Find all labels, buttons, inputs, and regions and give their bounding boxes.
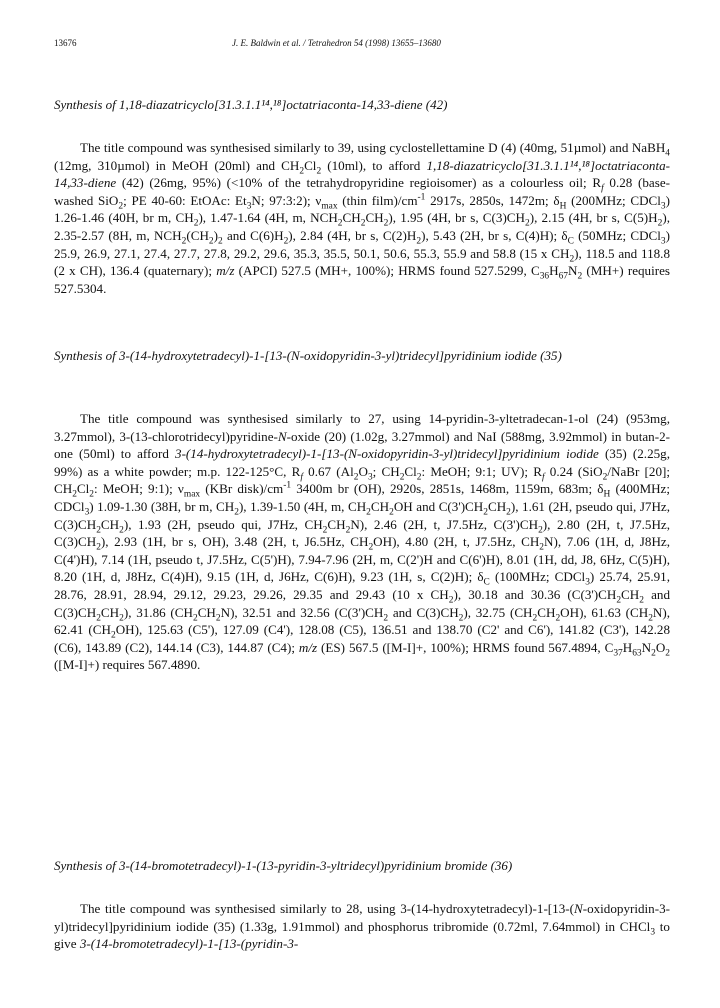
page-number: 13676: [54, 38, 77, 48]
paragraph-42: The title compound was synthesised similarly to 39, using cyclostellettamine D (4) (40mg, 51µmol) and NaBH$_4$ (12mg, 310µmol) in MeOH (20ml) and $CH_2Cl_2$ (10ml), to afford 1,18-diazatricyclo[31.3.1.1¹⁴,¹⁸]octatriaconta-14,33-diene (42) (26mg, 95%) (<10% of the tetrahydropyridine regioisomer) as a colourless oil; $R_f$ 0.28 (base-washed SiO$_2$; PE 40-60: EtOAc: $Et_3N$; 97:3:2); $\nu_{max}$ (thin $film)/cm^{-1}$ 2917s, 2850s, 1472m; $\delta_H$ (200MHz; CDCl$_3$) 1.26-1.46 (40H, br m, $CH_2$), 1.47-1.64 (4H, m, $NCH_2CH_2CH_2$), 1.95 (4H, br s, $C(3)CH_2$), 2.15 (4H, br s, $C(5)H_2$), 2.35-2.57 (8H, m, $NCH_2(CH_2)_2$ and $C(6)H_2$), 2.84 (4H, br s, $C(2)H_2$), 5.43 (2H, br s, C(4)H); $\delta_C$ (50MHz; CDCl$_3$) 25.9, 26.9, 27.1, 27.4, 27.7, 27.8, 29.2, 29.6, 35.3, 35.5, 50.1, 50.6, 55.3, 55.9 and 58.8 (15 x $CH_2$), 118.5 and 118.8 (2 x CH), 136.4 (quaternary); m/z (APCI) 527.5 (MH+, 100%); HRMS found 527.5299, $C_{36}H_{67}N_2$ (MH+) requires 527.5304.: [54, 140, 671, 296]
section-title-36: Synthesis of 3-(14-bromotetradecyl)-1-(13-pyridin-3-yltridecyl)pyridinium bromide (36): [54, 858, 513, 873]
journal-citation: J. E. Baldwin et al. / Tetrahedron 54 (1998) 13655–13680: [232, 38, 441, 48]
paragraph-35: The title compound was synthesised similarly to 27, using 14-pyridin-3-yltetradecan-1-ol (24) (953mg, 3.27mmol), 3-(13-chlorotridecyl)pyridine-N-oxide (20) (1.02g, 3.27mmol) and NaI (588mg, 3.92mmol) in butan-2-one (50ml) to afford 3-(14-hydroxytetradecyl)-1-[13-(N-oxidopyridin-3-yl)tridecyl]pyridinium iodide (35) (2.25g, 99%) as a white powder; m.p. 122-125°C, $R_f$ 0.67 ($Al_2O_3$; $CH_2Cl_2$: MeOH; 9:1; UV); $R_f$ 0.24 (SiO$_2$/NaBr [20]; $CH_2Cl_2$: MeOH; 9:1); $\nu_{max}$ (KBr $disk)/cm^{-1}$ 3400m br (OH), 2920s, 2851s, 1468m, 1159m, 683m; $\delta_H$ (400MHz; CDCl$_3$) 1.09-1.30 (38H, br m, $CH_2$), 1.39-1.50 (4H, m, $CH_2CH_2OH$ and $C(3')CH_2CH_2$), 1.61 (2H, pseudo qui, J7Hz, $C(3)CH_2CH_2$), 1.93 (2H, pseudo qui, J7Hz, $CH_2CH_2N$), 2.46 (2H, t, J7.5Hz, $C(3')CH_2$), 2.80 (2H, t, J7.5Hz, $C(3)CH_2$), 2.93 (1H, br s, OH), 3.48 (2H, t, J6.5Hz, $CH_2OH$), 4.80 (2H, t, J7.5Hz, $CH_2N$), 7.06 (1H, d, J8Hz, C(4')H), 7.14 (1H, pseudo t, J7.5Hz, C(5')H), 7.94-7.96 (2H, m, C(2')H and C(6')H), 8.01 (1H, dd, J8, 6Hz, C(5)H), 8.20 (1H, d, J8Hz, C(4)H), 9.15 (1H, d, J6Hz, C(6)H), 9.23 (1H, s, C(2)H); $\delta_C$ (100MHz; CDCl$_3$) 25.74, 25.91, 28.76, 28.91, 28.94, 29.12, 29.23, 29.26, 29.35 and 29.43 (10 x $CH_2$), 30.18 and 30.36 ($C(3')CH_2CH_2$ and $C(3)CH_2CH_2$), 31.86 $(CH_2CH_2N)$, 32.51 and 32.56 ($C(3')CH_2$ and $C(3)CH_2$), 32.75 $(CH_2CH_2OH)$, 61.63 $(CH_2N)$, 62.41 $(CH_2OH)$, 125.63 (C5'), 127.09 (C4'), 128.08 (C5), 136.51 and 138.70 (C2' and C6'), 141.82 (C3'), 142.28 (C6), 143.89 (C2), 144.14 (C3), 144.87 (C4); m/z (ES) 567.5 ([M-I]+, 100%); HRMS found 567.4894, $C_{37}H_{63}N_2O_2$ ([M-I]+) requires 567.4890.: [54, 411, 671, 673]
section-title-35: Synthesis of 3-(14-hydroxytetradecyl)-1-[13-(N-oxidopyridin-3-yl)tridecyl]pyridinium iodide (35): [54, 348, 562, 363]
section-title-42: Synthesis of 1,18-diazatricyclo[31.3.1.1¹⁴,¹⁸]octatriaconta-14,33-diene (42): [54, 97, 448, 112]
running-header: [54, 36, 674, 50]
journal-page: [54, 0, 674, 1008]
paragraph-36: The title compound was synthesised similarly to 28, using 3-(14-hydroxytetradecyl)-1-[13-(N-oxidopyridin-3-yl)tridecyl]pyridinium iodide (35) (1.33g, 1.91mmol) and phosphorus tribromide (0.72ml, 7.64mmol) in CHCl$_3$ to give 3-(14-bromotetradecyl)-1-[13-(pyridin-3-: [54, 901, 670, 952]
